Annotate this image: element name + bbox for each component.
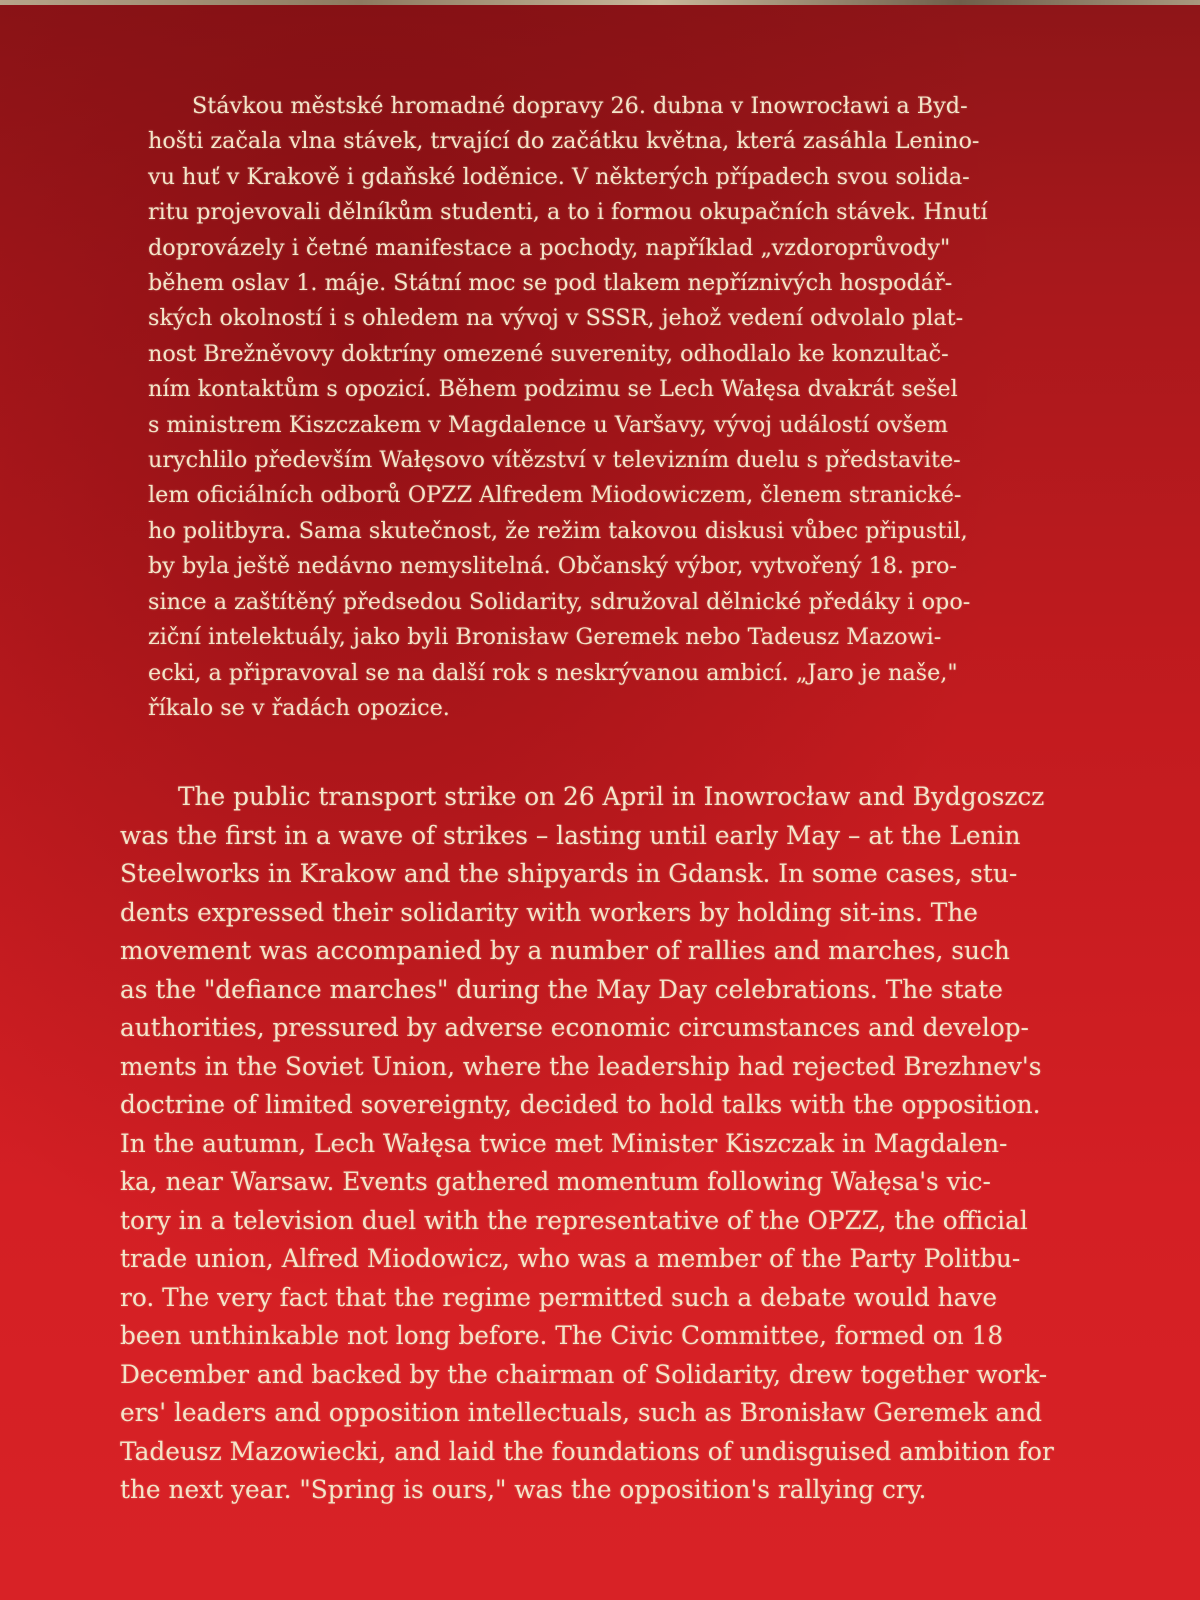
english-line: the next year. "Spring is ours," was the opposition's rallying cry. xyxy=(120,1475,927,1504)
english-line: as the "defiance marches" during the May Day celebrations. The state xyxy=(120,974,1003,1004)
english-line: ers' leaders and opposition intellectuals, such as Bronisław Geremek and xyxy=(120,1398,1043,1427)
english-line: doctrine of limited sovereignty, decided to hold talks with the opposition. xyxy=(120,1090,1041,1119)
english-line: The public transport strike on 26 April in Inowrocław and Bydgoszcz xyxy=(178,782,1045,811)
english-line: In the autumn, Lech Wałęsa twice met Minister Kiszczak in Magdalen- xyxy=(120,1128,1008,1158)
czech-line: ním kontaktům s opozicí. Během podzimu se Lech Wałęsa dvakrát sešel xyxy=(148,376,958,403)
czech-line: vu huť v Krakově i gdaňské loděnice. V některých případech svou solida- xyxy=(148,163,970,190)
czech-line: ritu projevovali dělníkům studenti, a to i formou okupačních stávek. Hnutí xyxy=(148,199,988,226)
english-line: authorities, pressured by adverse economic circumstances and develop- xyxy=(120,1013,1029,1042)
czech-line: Stávkou městské hromadné dopravy 26. dubna v Inowrocławi a Byd- xyxy=(192,93,968,119)
czech-line: hošti začala vlna stávek, trvající do začátku května, která zasáhla Lenino- xyxy=(148,128,980,155)
english-line: ro. The very fact that the regime permitted such a debate would have xyxy=(120,1282,998,1312)
english-line: ka, near Warsaw. Events gathered momentum following Wałęsa's vic- xyxy=(120,1167,991,1196)
czech-line: urychlilo především Wałęsovo vítězství v televizním duelu s představite- xyxy=(148,447,961,474)
english-line: tory in a television duel with the representative of the OPZZ, the official xyxy=(120,1205,1028,1235)
english-line: movement was accompanied by a number of rallies and marches, such xyxy=(120,936,1010,965)
czech-line: ziční intelektuály, jako byli Bronisław Geremek nebo Tadeusz Mazowi- xyxy=(148,624,942,651)
czech-line: během oslav 1. máje. Státní moc se pod tlakem nepříznivých hospodář- xyxy=(148,270,953,297)
czech-line: by byla ještě nedávno nemyslitelná. Občanský výbor, vytvořený 18. pro- xyxy=(148,553,957,580)
english-line: dents expressed their solidarity with workers by holding sit-ins. The xyxy=(120,897,978,927)
english-line: been unthinkable not long before. The Civic Committee, formed on 18 xyxy=(120,1321,1004,1350)
english-line: Steelworks in Krakow and the shipyards in Gdansk. In some cases, stu- xyxy=(120,859,1018,888)
czech-paragraph xyxy=(148,89,1108,726)
top-photo-edge xyxy=(0,0,1200,5)
czech-line: doprovázely i četné manifestace a pochody, například „vzdoroprůvody" xyxy=(148,234,951,261)
czech-line: nost Brežněvovy doktríny omezené suverenity, odhodlalo ke konzultač- xyxy=(148,340,949,367)
czech-line: říkalo se v řadách opozice. xyxy=(148,694,450,721)
english-line: December and backed by the chairman of Solidarity, drew together work- xyxy=(120,1359,1048,1389)
english-line: ments in the Soviet Union, where the leadership had rejected Brezhnev's xyxy=(120,1051,1042,1081)
english-line: trade union, Alfred Miodowicz, who was a member of the Party Politbu- xyxy=(120,1244,1021,1273)
czech-line: lem oficiálních odborů OPZZ Alfredem Miodowiczem, členem stranické- xyxy=(148,482,962,509)
english-line: Tadeusz Mazowiecki, and laid the foundations of undisguised ambition for xyxy=(120,1436,1054,1466)
czech-line: ecki, a připravoval se na další rok s neskrývanou ambicí. „Jaro je naše," xyxy=(148,659,958,686)
czech-line: ho politbyra. Sama skutečnost, že režim takovou diskusi vůbec připustil, xyxy=(148,517,968,544)
czech-line: s ministrem Kiszczakem v Magdalence u Varšavy, vývoj událostí ovšem xyxy=(148,411,949,438)
czech-line: ských okolností i s ohledem na vývoj v SSSR, jehož vedení odvolalo plat- xyxy=(148,305,964,332)
czech-line: since a zaštítěný předsedou Solidarity, sdružoval dělnické předáky i opo- xyxy=(148,588,971,615)
english-line: was the first in a wave of strikes – lasting until early May – at the Lenin xyxy=(120,820,1021,850)
english-paragraph xyxy=(120,778,1150,1510)
